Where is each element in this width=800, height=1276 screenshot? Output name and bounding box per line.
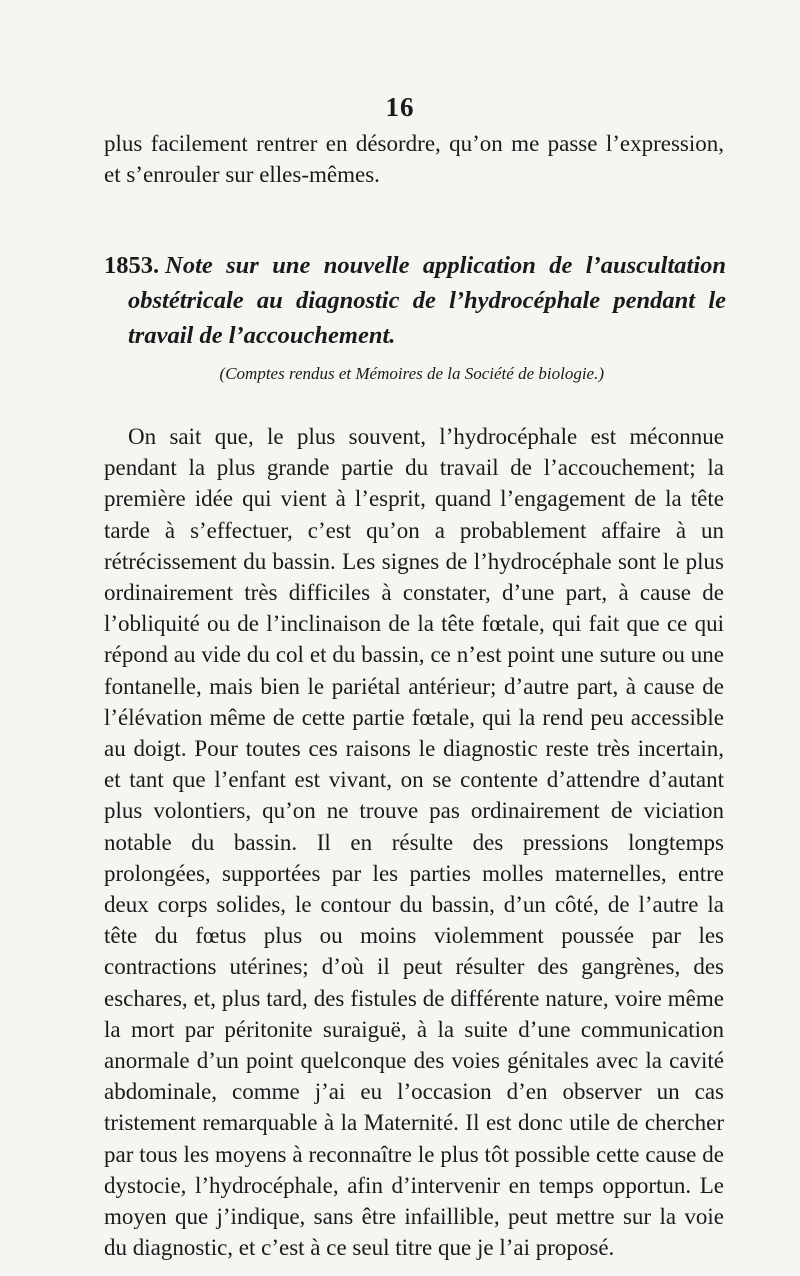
continuation-paragraph: plus facilement rentrer en désordre, qu’on me passe l’expression, et s’enrouler sur elles-mêmes. xyxy=(104,131,724,188)
entry-year: 1853. xyxy=(104,252,160,279)
entry-title: Note sur une nouvelle application de l’auscultation obstétricale au diagnostic de l’hydrocéphale pendant le travail de l’accouchement. xyxy=(128,252,726,349)
entry-source: (Comptes rendus et Mémoires de la Société de biologie.) xyxy=(219,364,604,383)
page-number: 16 xyxy=(385,92,415,122)
body-paragraph: On sait que, le plus souvent, l’hydrocéphale est méconnue pendant la plus grande partie du travail de l’accouchement; la première idée qui vient à l’esprit, quand l’engagement de la tête tarde à s’effectuer, c’est qu’on a probablement affaire à un rétrécissement du bassin. Les signes de l’hydrocéphale sont le plus ordinairement très difficiles à constater, d’une part, à cause de l’obliquité ou de l’inclinaison de la tête fœtale, qui fait que ce qui répond au vide du col et du bassin, ce n’est point une suture ou une fontanelle, mais bien le pariétal antérieur; d’autre part, à cause de l’élévation même de cette partie fœtale, qui la rend peu accessible au doigt. Pour toutes ces raisons le diagnostic reste très incertain, et tant que l’enfant est vivant, on se contente d’attendre d’autant plus volontiers, qu’on ne trouve pas ordinairement de viciation notable du bassin. Il en résulte des pressions longtemps prolongées, supportées par les parties molles maternelles, entre deux corps solides, le contour du bassin, d’un côté, de l’autre la tête du fœtus plus ou moins violemment poussée par les contractions utérines; d’où il peut résulter des gangrènes, des eschares, et, plus tard, des fistules de différente nature, voire même la mort par péritonite suraiguë, à la suite d’une communication anormale d’un point quelconque des voies génitales avec la cavité abdominale, comme j’ai eu l’occasion d’en observer un cas tristement remarquable à la Maternité. Il est donc utile de chercher par tous les moyens à reconnaître le plus tôt possible cette cause de dystocie, l’hydrocéphale, afin d’intervenir en temps opportun. Le moyen que j’indique, sans être infaillible, peut mettre sur la voie du diagnostic, et c’est à ce seul titre que je l’ai proposé. xyxy=(104,424,724,1261)
bibliography-entry xyxy=(104,248,726,353)
